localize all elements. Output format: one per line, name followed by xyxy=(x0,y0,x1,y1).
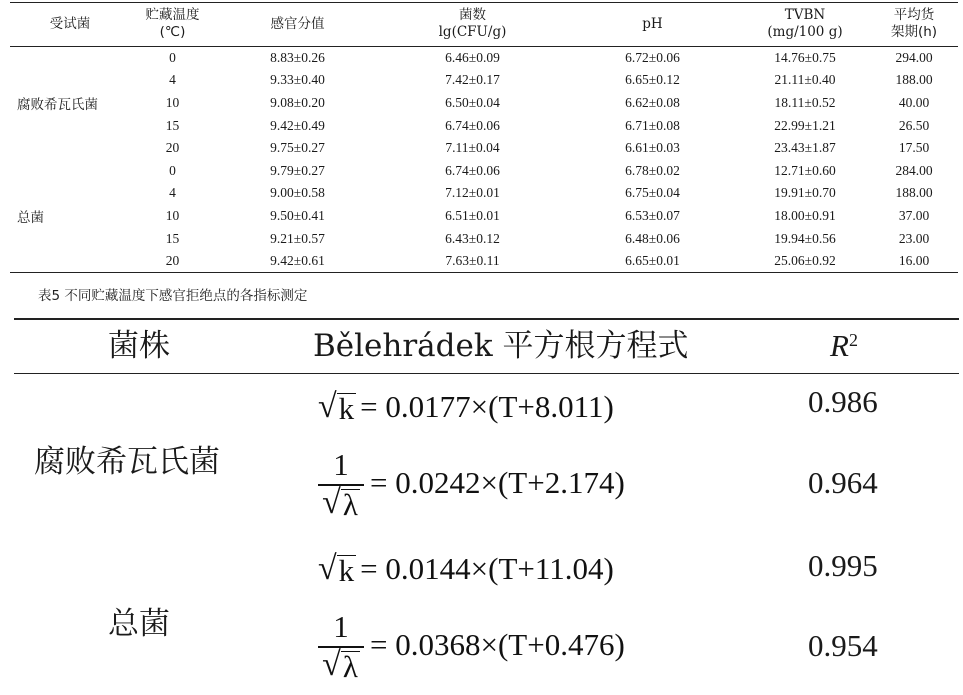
sensory-cell: 9.08±0.20 xyxy=(270,94,325,110)
table-row xyxy=(10,182,958,205)
equation-lambda-total xyxy=(318,600,625,690)
r2-value: 0.964 xyxy=(808,465,878,500)
table-caption: 表5 不同贮藏温度下感官拒绝点的各指标测定 xyxy=(38,288,308,304)
sensory-cell: 9.00±0.58 xyxy=(270,185,325,201)
sqrt-sign: √ xyxy=(322,483,341,521)
header-tvbn xyxy=(740,3,870,47)
organism-cell: 总菌 xyxy=(17,209,44,226)
sqrt-lambda xyxy=(322,483,360,522)
r2-base: R xyxy=(830,328,849,363)
count-cell: 6.74±0.06 xyxy=(445,162,500,178)
tvbn-cell: 18.00±0.91 xyxy=(774,207,836,223)
count-cell: 7.63±0.11 xyxy=(445,252,500,268)
equation-header-r2 xyxy=(830,326,858,366)
equation-rhs: = 0.0177×(T+8.011) xyxy=(360,389,614,424)
temp-cell: 20 xyxy=(165,140,180,156)
table-row xyxy=(10,227,958,250)
ph-cell: 6.75±0.04 xyxy=(625,185,680,201)
strain-label-total: 总菌 xyxy=(108,606,170,642)
tvbn-cell: 12.71±0.60 xyxy=(774,162,836,178)
header-organism: 受试菌 xyxy=(49,15,91,32)
sensory-cell: 9.21±0.57 xyxy=(270,230,325,246)
equation-rhs: = 0.0144×(T+11.04) xyxy=(360,551,614,586)
shelf-cell: 284.00 xyxy=(895,162,933,178)
equation-k-shewanella xyxy=(318,388,614,426)
temp-cell: 0 xyxy=(169,50,176,66)
sensory-cell: 9.75±0.27 xyxy=(270,140,325,156)
sqrt-sign: √ xyxy=(322,645,341,683)
ph-cell: 6.62±0.08 xyxy=(625,94,680,110)
ph-cell: 6.71±0.08 xyxy=(625,117,680,133)
header-tvbn-line1: TVBN xyxy=(784,7,826,23)
header-shelf-line1: 平均货 xyxy=(893,7,935,23)
ph-cell: 6.53±0.07 xyxy=(625,207,680,223)
table-row xyxy=(10,114,958,137)
fraction xyxy=(318,608,364,682)
header-temperature-line2: (℃) xyxy=(159,24,186,40)
temp-cell: 4 xyxy=(169,72,176,88)
ph-cell: 6.78±0.02 xyxy=(625,162,680,178)
r2-value: 0.995 xyxy=(808,548,878,583)
count-cell: 7.11±0.04 xyxy=(445,140,500,156)
tvbn-cell: 21.11±0.40 xyxy=(774,72,836,88)
count-cell: 6.46±0.09 xyxy=(445,50,500,66)
table-body xyxy=(10,47,958,273)
sqrt-lambda xyxy=(322,645,360,684)
sensory-cell: 8.83±0.26 xyxy=(270,50,325,66)
temp-cell: 10 xyxy=(165,207,180,223)
sqrt-sign: √ xyxy=(318,550,337,587)
count-cell: 6.43±0.12 xyxy=(445,230,500,246)
tvbn-cell: 19.91±0.70 xyxy=(774,185,836,201)
fraction xyxy=(318,446,364,520)
header-ph: pH xyxy=(642,15,663,32)
shelf-cell: 40.00 xyxy=(898,94,930,110)
sensory-cell: 9.42±0.61 xyxy=(270,252,325,268)
count-cell: 7.42±0.17 xyxy=(445,72,500,88)
header-sensory: 感官分值 xyxy=(270,15,325,32)
count-cell: 7.12±0.01 xyxy=(445,185,500,201)
sensory-cell: 9.33±0.40 xyxy=(270,72,325,88)
ph-cell: 6.48±0.06 xyxy=(625,230,680,246)
ph-cell: 6.72±0.06 xyxy=(625,50,680,66)
equation-header-equation: Bělehrádek 平方根方程式 xyxy=(313,328,689,364)
shelf-cell: 37.00 xyxy=(898,207,930,223)
ph-cell: 6.65±0.12 xyxy=(625,72,680,88)
r2-value: 0.954 xyxy=(808,628,878,663)
sensory-rejection-table xyxy=(10,2,958,273)
shelf-cell: 17.50 xyxy=(898,140,930,156)
radicand: λ xyxy=(342,648,358,684)
header-temperature-line1: 贮藏温度 xyxy=(145,7,200,23)
temp-cell: 15 xyxy=(165,117,180,133)
header-shelf-line2: 架期(h) xyxy=(890,24,938,40)
ph-cell: 6.61±0.03 xyxy=(625,140,680,156)
temp-cell: 4 xyxy=(169,185,176,201)
table-header-row xyxy=(10,3,958,47)
shelf-cell: 188.00 xyxy=(895,185,933,201)
table-row xyxy=(10,205,958,228)
header-tvbn-line2: (mg/100 g) xyxy=(767,24,843,40)
r2-superscript: 2 xyxy=(848,330,858,350)
equation-rhs: = 0.0368×(T+0.476) xyxy=(370,627,625,662)
fraction-numerator: 1 xyxy=(333,447,349,483)
shelf-cell: 294.00 xyxy=(895,50,933,66)
tvbn-cell: 25.06±0.92 xyxy=(774,252,836,268)
equation-table-header-rule xyxy=(14,373,959,374)
shelf-cell: 26.50 xyxy=(898,117,930,133)
table-row xyxy=(10,92,958,115)
organism-cell: 腐败希瓦氏菌 xyxy=(17,97,98,114)
table-row xyxy=(10,250,958,273)
tvbn-cell: 23.43±1.87 xyxy=(774,140,836,156)
header-temperature xyxy=(130,3,215,47)
temp-cell: 15 xyxy=(165,230,180,246)
temp-cell: 20 xyxy=(165,252,180,268)
tvbn-cell: 18.11±0.52 xyxy=(774,94,836,110)
temp-cell: 10 xyxy=(165,94,180,110)
radicand: k xyxy=(338,553,355,588)
shelf-cell: 188.00 xyxy=(895,72,933,88)
radicand: k xyxy=(338,391,355,426)
tvbn-cell: 22.99±1.21 xyxy=(774,117,836,133)
table-row xyxy=(10,47,958,70)
equation-k-total xyxy=(318,550,614,588)
count-cell: 6.74±0.06 xyxy=(445,117,500,133)
radicand: λ xyxy=(342,486,358,522)
fraction-numerator: 1 xyxy=(333,609,349,645)
strain-label-shewanella: 腐败希瓦氏菌 xyxy=(34,444,220,480)
r2-value: 0.986 xyxy=(808,384,878,419)
equation-rhs: = 0.0242×(T+2.174) xyxy=(370,465,625,500)
equation-lambda-shewanella xyxy=(318,438,625,528)
table-row xyxy=(10,159,958,182)
ph-cell: 6.65±0.01 xyxy=(625,252,680,268)
count-cell: 6.51±0.01 xyxy=(445,207,500,223)
temp-cell: 0 xyxy=(169,162,176,178)
header-count xyxy=(380,3,565,47)
sqrt-k xyxy=(318,390,356,424)
equation-table-top-rule xyxy=(14,318,959,320)
sensory-cell: 9.79±0.27 xyxy=(270,162,325,178)
table-row xyxy=(10,69,958,92)
sensory-cell: 9.50±0.41 xyxy=(270,207,325,223)
sqrt-k xyxy=(318,552,356,586)
header-count-line1: 菌数 xyxy=(459,7,486,23)
header-count-line2: lg(CFU/g) xyxy=(438,24,507,40)
table-row xyxy=(10,137,958,160)
equation-header-strain: 菌株 xyxy=(108,328,170,364)
sqrt-sign: √ xyxy=(318,388,337,425)
shelf-cell: 16.00 xyxy=(898,252,930,268)
count-cell: 6.50±0.04 xyxy=(445,94,500,110)
header-shelf-life xyxy=(870,3,958,47)
sensory-cell: 9.42±0.49 xyxy=(270,117,325,133)
tvbn-cell: 19.94±0.56 xyxy=(774,230,836,246)
tvbn-cell: 14.76±0.75 xyxy=(774,50,836,66)
shelf-cell: 23.00 xyxy=(898,230,930,246)
